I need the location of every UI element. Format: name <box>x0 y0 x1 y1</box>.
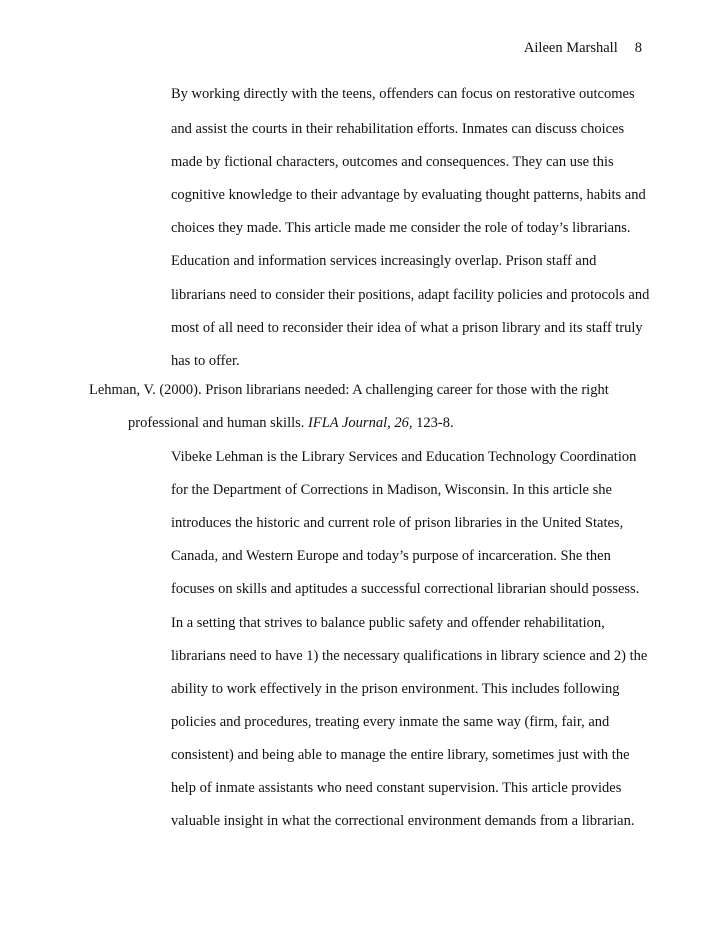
paragraph-line: Education and information services increasingly overlap. Prison staff and <box>171 253 597 269</box>
paragraph-line: policies and procedures, treating every inmate the same way (firm, fair, and <box>171 714 610 730</box>
paragraph-line: for the Department of Corrections in Madison, Wisconsin. In this article she <box>171 482 612 498</box>
paragraph-line: choices they made. This article made me consider the role of today’s librarians. <box>171 220 631 236</box>
paragraph-line: and assist the courts in their rehabilitation efforts. Inmates can discuss choices <box>171 121 625 137</box>
paragraph-line: librarians need to consider their positions, adapt facility policies and protocols and <box>171 287 650 303</box>
paragraph-line: Canada, and Western Europe and today’s purpose of incarceration. She then <box>171 548 611 564</box>
citation-text: professional and human skills. <box>128 415 309 431</box>
paragraph-line: help of inmate assistants who need constant supervision. This article provides <box>171 780 622 796</box>
header-author: Aileen Marshall <box>523 40 618 56</box>
paragraph-line: librarians need to have 1) the necessary qualifications in library science and 2) the <box>171 648 648 664</box>
paragraph-line: By working directly with the teens, offenders can focus on restorative outcomes <box>171 86 635 102</box>
paragraph-line: consistent) and being able to manage the entire library, sometimes just with the <box>171 747 630 763</box>
paragraph-line: made by fictional characters, outcomes and consequences. They can use this <box>171 154 614 170</box>
paragraph-line: focuses on skills and aptitudes a successful correctional librarian should possess. <box>171 581 640 597</box>
paragraph-line: valuable insight in what the correctional environment demands from a librarian. <box>171 813 635 829</box>
journal-title: IFLA Journal, 26 <box>308 415 409 431</box>
citation-line-2 <box>128 414 454 432</box>
paragraph-line: In a setting that strives to balance public safety and offender rehabilitation, <box>171 615 605 631</box>
citation-line-1: Lehman, V. (2000). Prison librarians needed: A challenging career for those with the right <box>89 382 609 398</box>
citation-pages: , 123-8. <box>408 415 454 431</box>
paragraph-line: ability to work effectively in the prison environment. This includes following <box>171 681 620 697</box>
page-number: 8 <box>634 40 642 56</box>
paragraph-line: has to offer. <box>171 353 240 369</box>
paragraph-line: most of all need to reconsider their idea of what a prison library and its staff truly <box>171 320 643 336</box>
paragraph-line: Vibeke Lehman is the Library Services and Education Technology Coordination <box>171 449 637 465</box>
running-header <box>524 40 642 57</box>
paragraph-line: introduces the historic and current role of prison libraries in the United States, <box>171 515 624 531</box>
paragraph-line: cognitive knowledge to their advantage by evaluating thought patterns, habits and <box>171 187 646 203</box>
